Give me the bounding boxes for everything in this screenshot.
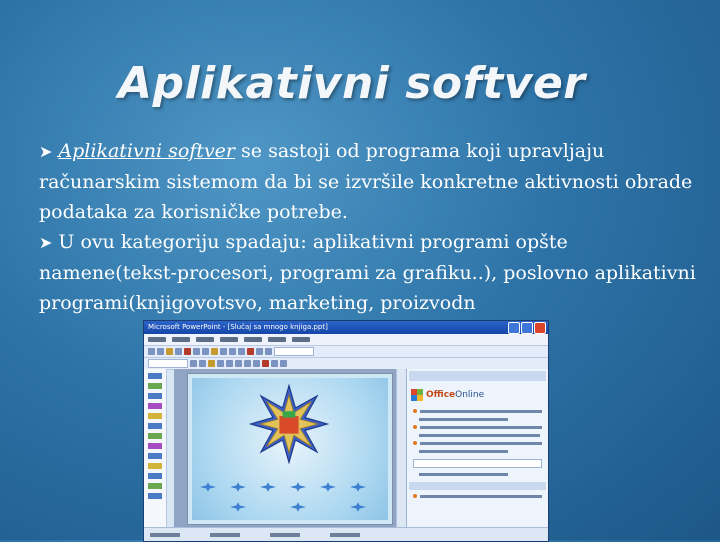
embedded-slide-background (192, 378, 388, 520)
small-star-icon (290, 482, 306, 492)
toolbar-icon (175, 348, 182, 355)
toolbar-icon (220, 348, 227, 355)
office-logo-icon (411, 389, 423, 401)
small-star-icon (290, 502, 306, 512)
small-star-icon (350, 502, 366, 512)
slide-thumbnail (148, 373, 162, 379)
task-pane-link (413, 425, 542, 429)
task-pane-header (409, 371, 546, 381)
screenshot-menubar (144, 334, 548, 346)
slides-pane (144, 369, 167, 527)
toolbar-icon (217, 360, 224, 367)
bullet-2-text: U ovu kategoriju spadaju: aplikativni programi opšte namene(tekst-procesori, programi za grafiku..), poslovno aplikativni programi(knjigovotsvo, marketing, proizvodn (39, 231, 696, 314)
screenshot-toolbar-1 (144, 346, 548, 358)
toolbar-icon (265, 348, 272, 355)
toolbar-icon (280, 360, 287, 367)
slide-thumbnail (148, 473, 162, 479)
office-online-label (426, 390, 484, 400)
toolbar-icon (262, 360, 269, 367)
screenshot-statusbar (144, 527, 548, 541)
bullet-dot-icon (413, 425, 417, 429)
bullet-dot-icon (413, 441, 417, 445)
toolbar-icon (208, 360, 215, 367)
task-pane-link (413, 409, 542, 413)
bullet-1 (39, 136, 699, 227)
online-brand: Online (455, 390, 485, 400)
slide-thumbnail (148, 453, 162, 459)
toolbar-icon (253, 360, 260, 367)
toolbar-icon (199, 360, 206, 367)
bullet-2 (39, 227, 699, 318)
slide-body (39, 136, 699, 318)
status-item (270, 533, 300, 537)
small-star-icon (260, 482, 276, 492)
slide-thumbnail (148, 433, 162, 439)
arrow-bullet-icon: ➤ (39, 233, 53, 252)
slide-editing-canvas (174, 369, 404, 527)
slide-thumbnail (148, 493, 162, 499)
toolbar-icon (211, 348, 218, 355)
bullet-1-lead[interactable]: Aplikativni softver (58, 140, 236, 162)
toolbar-icon (235, 360, 242, 367)
slide-thumbnail (148, 463, 162, 469)
menu-item (220, 337, 238, 342)
bullet-1-text: se sastoji od programa koji upravljaju računarskim sistemom da bi se izvršile konkretne aktivnosti obrade podataka za korisničke potrebe. (39, 140, 693, 223)
task-pane-link (413, 494, 542, 498)
embedded-slide (187, 373, 393, 525)
box-icon (279, 416, 298, 434)
toolbar-icon (256, 348, 263, 355)
box-icon (283, 411, 296, 417)
small-star-icon (200, 482, 216, 492)
task-pane-search (413, 459, 542, 468)
office-brand: Office (426, 390, 456, 400)
toolbar-icon (229, 348, 236, 355)
slide-thumbnail (148, 393, 162, 399)
office-online-logo (411, 387, 544, 403)
arrow-bullet-icon: ➤ (39, 142, 53, 161)
small-star-icon (230, 502, 246, 512)
star-artwork (249, 384, 329, 464)
menu-item (244, 337, 262, 342)
bullet-dot-icon (413, 494, 417, 498)
task-pane-link (413, 441, 542, 445)
menu-item (172, 337, 190, 342)
toolbar-icon (271, 360, 278, 367)
toolbar-icon (190, 360, 197, 367)
small-star-icon (230, 482, 246, 492)
small-star-icon (350, 482, 366, 492)
status-item (330, 533, 360, 537)
toolbar-icon (247, 348, 254, 355)
small-star-icon (320, 482, 336, 492)
toolbar-icon (202, 348, 209, 355)
toolbar-icon (166, 348, 173, 355)
maximize-icon (521, 322, 533, 334)
toolbar-icon (226, 360, 233, 367)
task-pane-section (409, 482, 546, 490)
menu-item (268, 337, 286, 342)
toolbar-icon (238, 348, 245, 355)
task-pane (406, 369, 548, 527)
canvas-scrollbar (396, 369, 405, 527)
minimize-icon (508, 322, 520, 334)
screenshot-window-title: Microsoft PowerPoint - [Slučaj sa mnogo knjiga.ppt] (148, 323, 328, 331)
slide-thumbnail (148, 483, 162, 489)
font-box (148, 359, 188, 368)
toolbar-icon (157, 348, 164, 355)
slide-thumbnail (148, 423, 162, 429)
slide-title: Aplikativni softver (118, 58, 586, 109)
slide-thumbnail (148, 443, 162, 449)
toolbar-icon (193, 348, 200, 355)
slide-thumbnail (148, 383, 162, 389)
menu-item (148, 337, 166, 342)
slide-thumbnail (148, 403, 162, 409)
toolbar-icon (184, 348, 191, 355)
status-item (150, 533, 180, 537)
slide-thumbnail (148, 413, 162, 419)
close-icon (534, 322, 546, 334)
menu-item (196, 337, 214, 342)
status-item (210, 533, 240, 537)
toolbar-icon (244, 360, 251, 367)
window-buttons (508, 322, 546, 334)
toolbar-icon (148, 348, 155, 355)
bullet-dot-icon (413, 409, 417, 413)
menu-item (292, 337, 310, 342)
screenshot-titlebar (144, 321, 548, 334)
powerpoint-screenshot (143, 320, 549, 542)
zoom-box (274, 347, 314, 356)
